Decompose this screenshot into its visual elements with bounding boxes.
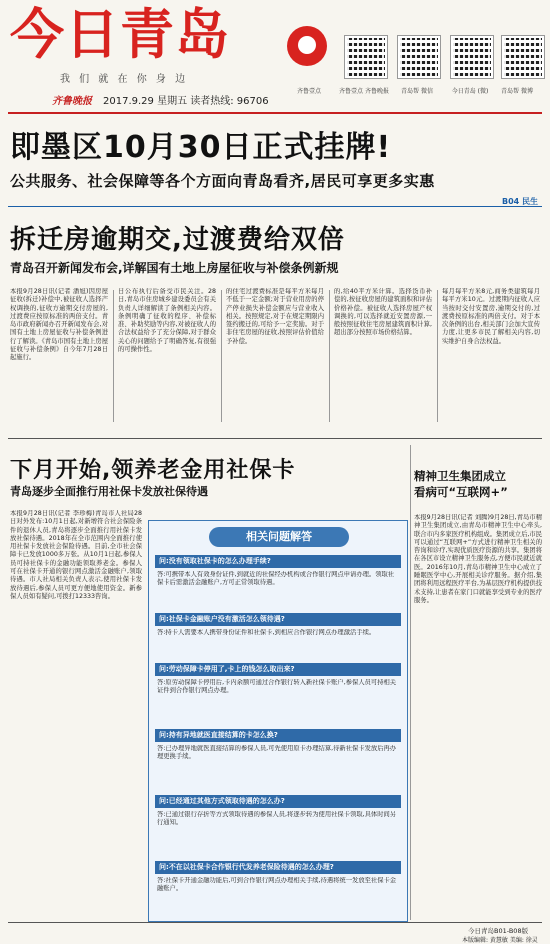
main-subheadline: 公共服务、社会保障等各个方面向青岛看齐,居民可享更多实惠 xyxy=(10,172,435,190)
article1-headline: 拆迁房逾期交,过渡费给双倍 xyxy=(10,225,345,255)
qa-question: 问:劳动保障卡停用了,卡上的钱怎么取出来? xyxy=(155,663,401,676)
dateline: 2017.9.29 星期五 读者热线: 96706 xyxy=(103,96,269,107)
publisher-name: 齐鲁晚报 xyxy=(52,96,92,107)
qr-caption: 青岛帮 微信 xyxy=(401,88,433,95)
main-headline: 即墨区10月30日正式挂牌! xyxy=(10,130,392,165)
qr-code[interactable] xyxy=(502,36,544,78)
qa-answer: 答:原劳动保障卡停用后,卡内余额可通过合作银行转入新社保卡账户,参保人员可持相关证件到合作银行网点办理。 xyxy=(157,679,397,695)
qr-code[interactable] xyxy=(345,36,387,78)
qilu-app-logo xyxy=(278,22,338,82)
newspaper-logo: 今日青岛 xyxy=(10,3,230,66)
article3-column: 本报9月28日讯(记者 刘腾)9月28日,青岛市精神卫生集团成立,由青岛市精神卫生中心牵头,联合市内多家医疗机构组成。集团成立后,市民可以通过“互联网+”方式进行精神卫生相关的咨询和诊疗,实现优质医疗资源的共享。集团将在各区市设立精神卫生服务点,方便市民就近就医。2016年10月,青岛市精神卫生中心成立了睡眠医学中心,开展相关诊疗服务。据介绍,集团将利用远程医疗平台,为基层医疗机构提供技术支持,让患者在家门口就能享受到专业的医疗服务。 xyxy=(414,514,542,604)
article2-headline: 下月开始,领养老金用社保卡 xyxy=(10,458,296,483)
footer-page-range: 今日青岛B01-B08版 xyxy=(468,927,529,935)
qr-code[interactable] xyxy=(451,36,493,78)
footer-editors: 本版编辑: 黄慧敏 美编: 徐灵 xyxy=(462,937,538,944)
qa-answer: 答:可携带本人有效身份证件,到就近的社保经办机构或合作银行网点申请办理。领取社保卡后需激活金融账户,方可正常领取待遇。 xyxy=(157,571,395,587)
qr-caption: 今日青岛 (微) xyxy=(451,88,489,95)
footer-divider xyxy=(8,922,542,923)
article1-subheadline: 青岛召开新闻发布会,详解国有土地上房屋征收与补偿条例新规 xyxy=(10,261,339,275)
qr-caption: 齐鲁壹点 xyxy=(296,88,321,95)
article-divider xyxy=(8,438,542,439)
article1-column: 的住宅过渡费标准是每平方米每月不低于一定金额;对于营业用房的停产停业损失补偿金额应与营业收入相关。按照规定,对于在规定期限内签约搬迁的,可给予一定奖励。对于非住宅房屋的征收,按照评估价值给予补偿。 xyxy=(226,288,324,345)
section-tag: B04 民生 xyxy=(501,197,538,206)
article3-headline: 精神卫生集团成立 看病可“互联网+” xyxy=(414,469,508,499)
qr-caption: 齐鲁壹点 齐鲁晚报 xyxy=(339,88,389,95)
slogan: 我 们 就 在 你 身 边 xyxy=(60,74,189,85)
qa-answer: 答:社保卡开通金融功能后,可到合作银行网点办理相关手续,待遇将统一发放至社保卡金融账户。 xyxy=(157,877,397,893)
qa-question: 问:没有领取社保卡的怎么办理手续? xyxy=(155,555,401,568)
qa-answer: 答:已通过银行存折等方式领取待遇的参保人员,将逐步转为使用社保卡领取,具体时间另行通知。 xyxy=(157,811,397,827)
article1-column: 本报9月28日讯(记者 潘旭)因房屋征收(拆迁)补偿中,被征收人选择产权调换的,征收方逾期交付房屋的,过渡费应按原标准的两倍支付。青岛市政府新闻办召开新闻发布会,对国有土地上房屋征收与补偿条例进行了解读。《青岛市国有土地上房屋征收与补偿条例》自今年7月28日起施行。 xyxy=(10,288,108,362)
qr-caption: 青岛帮 微博 xyxy=(501,88,533,95)
qa-question: 问:社保卡金融账户没有激活怎么领待遇? xyxy=(155,613,401,626)
article1-column: 日公布执行后备受市民关注。28日,青岛市住房城乡建设委员会有关负责人详细解读了条例相关内容。条例明确了征收的程序、补偿标准、补助奖励等内容,对被征收人的合法权益给予了充分保障,对于群众关心的问题给予了明确答复,有很强的可操作性。 xyxy=(118,288,216,354)
qa-answer: 答:持卡人需要本人携带身份证件和社保卡,到相应合作银行网点办理激活手续。 xyxy=(157,629,376,636)
qa-question: 问:已经通过其他方式领取待遇的怎么办? xyxy=(155,795,401,808)
qr-code[interactable] xyxy=(398,36,440,78)
article2-column: 本报9月28日讯(记者 李珍梅)青岛市人社局28日对外发布:10月1日起,对新增符合社会保险条件的退休人员,青岛将逐步全面推行用社保卡发放社保待遇。2018年在全市范围内全面推行使用社保卡发放社会保险待遇。目前,全市社会保障卡已发放1000多万张。从10月1日起,参保人员可持社保卡的金融功能领取养老金。参保人可在社保卡开通的银行网点激活金融账户,领取待遇。市人社局相关负责人表示,使用社保卡发放待遇后,参保人员可更方便地使用资金。新参保人员如有疑问,可拨打12333咨询。 xyxy=(10,510,142,600)
section-divider xyxy=(8,206,542,207)
qa-question: 问:不在以社保卡合作银行代发养老保险待遇的怎么办理? xyxy=(155,861,401,874)
article2-subheadline: 青岛逐步全面推行用社保卡发放社保待遇 xyxy=(10,485,208,498)
qa-title: 相关问题解答 xyxy=(209,527,349,547)
article1-column: 的,给40平方米计算。选择货币补偿的,按征收房屋的建筑面积和评估价格补偿。被征收人选择房屋产权调换的,可以选择就近安置房源,一般按照征收住宅房屋建筑面积计算,超出部分按照市场价格结算。 xyxy=(334,288,432,337)
qa-box xyxy=(148,520,408,922)
qa-question: 问:持有异地就医直接结算的卡怎么换? xyxy=(155,729,401,742)
masthead-divider xyxy=(8,112,542,114)
article1-column: 每月每平方米8元,商务类建筑每月每平方米10元。过渡期内征收人应当按时交付安置房,逾期交付的,过渡费按原标准的两倍支付。对于本次条例的出台,相关部门会加大宣传力度,让更多市民了解相关内容,切实维护自身合法权益。 xyxy=(442,288,540,345)
qa-answer: 答:已办理异地就医直接结算的参保人员,可先使用原卡办理结算,待新社保卡发放后再办理更换手续。 xyxy=(157,745,397,761)
